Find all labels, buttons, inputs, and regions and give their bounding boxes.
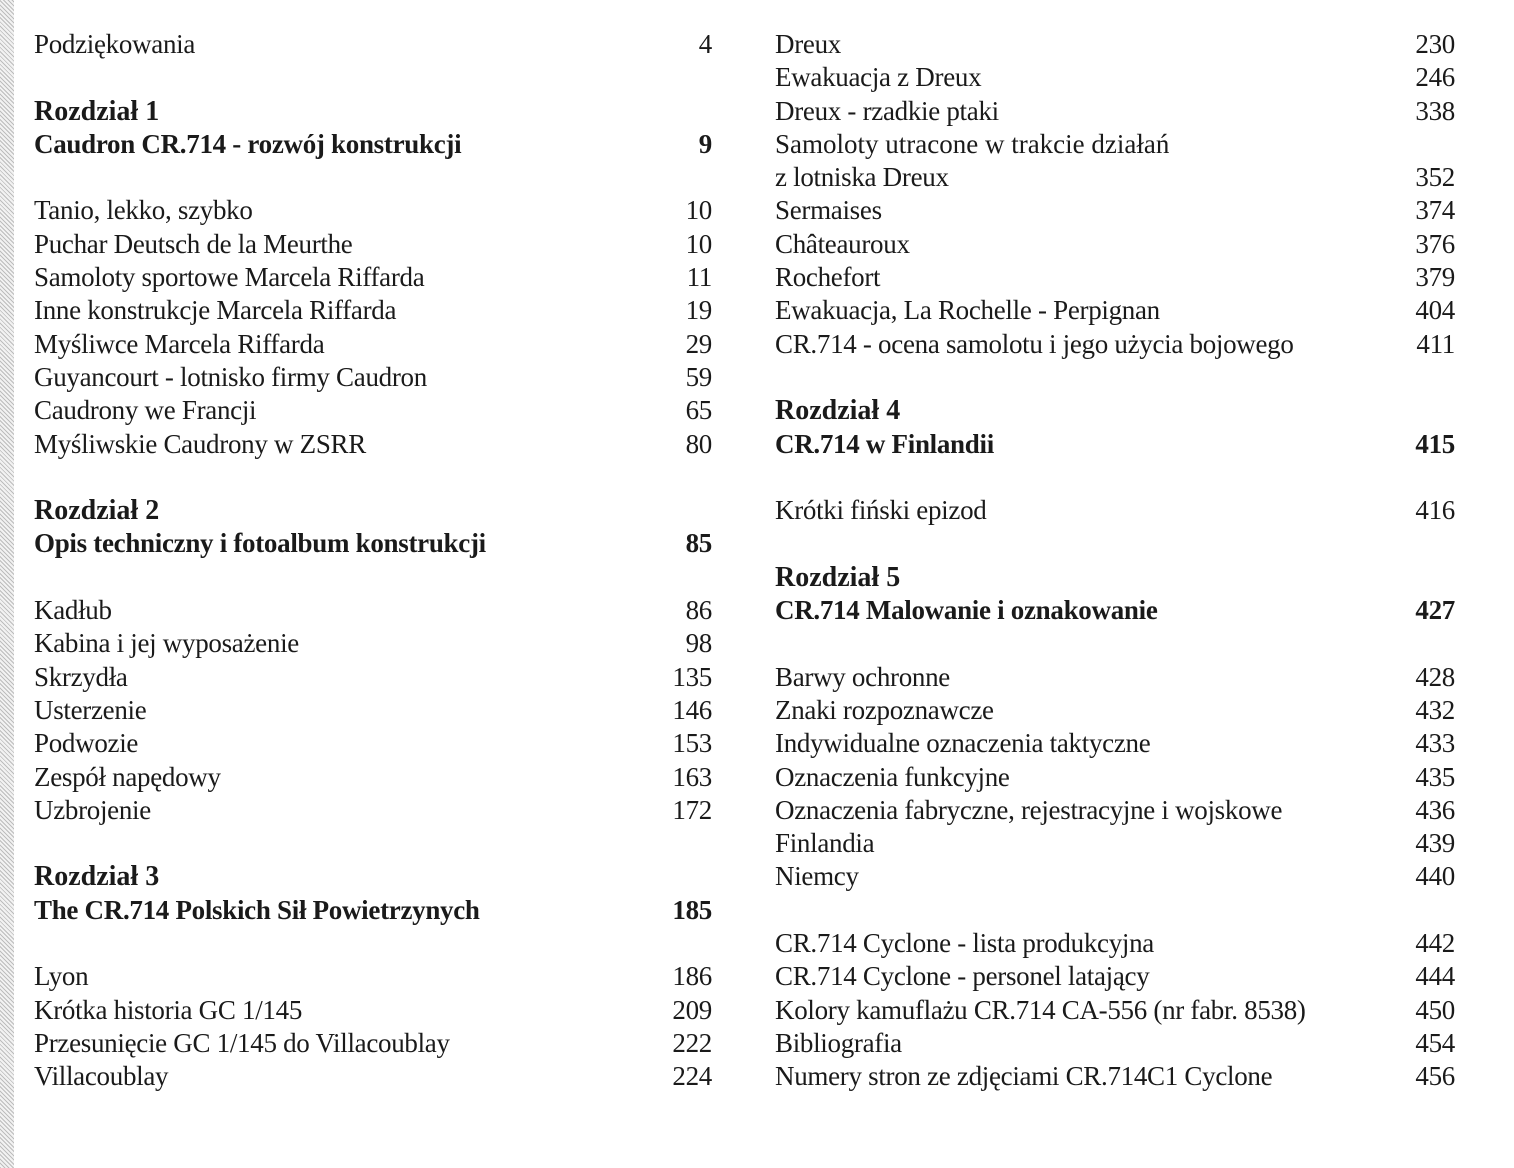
toc-entry[interactable] [34,361,712,394]
toc-entry[interactable] [34,228,712,261]
spacer [775,361,1455,394]
entry-title: Znaki rozpoznawcze [775,694,994,725]
chapter-page: 427 [1415,595,1455,626]
entry-title: Bibliografia [775,1027,902,1058]
toc-entry[interactable] [775,161,1455,194]
entry-title: Przesunięcie GC 1/145 do Villacoublay [34,1027,450,1058]
entry-title: Zespół napędowy [34,761,221,792]
entry-page: 11 [686,262,712,293]
entry-title: Krótki fiński epizod [775,495,987,526]
entry-page: 439 [1415,828,1455,859]
entry-title: CR.714 Cyclone - lista produkcyjna [775,928,1154,959]
toc-entry[interactable] [775,960,1455,993]
toc-entry[interactable] [34,261,712,294]
toc-entry[interactable] [775,194,1455,227]
entry-page: 135 [672,661,712,692]
chapter-label: Rozdział 3 [34,861,160,893]
toc-entry[interactable] [34,1060,712,1093]
entry-page: 4 [698,29,712,59]
chapter-title: CR.714 w Finlandii [775,428,994,459]
entry-title: Indywidualne oznaczenia taktyczne [775,728,1151,759]
entry-page: 163 [672,761,712,792]
entry-title: Tanio, lekko, szybko [34,195,253,226]
spacer [34,927,712,960]
entry-page: 374 [1415,195,1455,226]
entry-title: Oznaczenia funkcyjne [775,761,1010,792]
entry-page: 146 [672,694,712,725]
entry-page: 432 [1415,694,1455,725]
entry-page: 65 [685,395,712,426]
entry-title: CR.714 Cyclone - personel latający [775,961,1150,992]
entry-title: Guyancourt - lotnisko firmy Caudron [34,361,427,392]
spacer [775,461,1455,494]
entry-page: 209 [672,994,712,1025]
entry-page: 440 [1415,861,1455,892]
entry-title: Finlandia [775,828,875,859]
chapter-label: Rozdział 1 [34,95,160,127]
entry-title: Oznaczenia fabryczne, rejestracyjne i wojskowe [775,794,1283,825]
toc-right-column [775,28,1455,1094]
entry-title: Krótka historia GC 1/145 [34,994,303,1025]
toc-entry[interactable] [775,228,1455,261]
chapter-title-entry[interactable] [775,594,1455,627]
entry-page: 454 [1415,1027,1455,1058]
entry-title: Usterzenie [34,694,147,725]
toc-entry[interactable] [775,261,1455,294]
toc-entry[interactable] [775,727,1455,760]
scan-edge [0,0,14,1168]
spacer [775,894,1455,927]
entry-title-line[interactable]: Samoloty utracone w trakcie działań [775,128,1170,159]
entry-title: Myśliwce Marcela Riffarda [34,328,325,359]
toc-entry-acknowledgements[interactable] [34,28,712,61]
chapter-label: Rozdział 5 [775,561,901,593]
toc-entry[interactable] [34,594,712,627]
entry-title: Ewakuacja, La Rochelle - Perpignan [775,295,1160,326]
toc-entry[interactable] [775,761,1455,794]
spacer [34,561,712,594]
toc-entry[interactable] [34,1027,712,1060]
entry-title: CR.714 - ocena samolotu i jego użycia bojowego [775,328,1294,359]
entry-page: 186 [672,961,712,992]
entry-title: Niemcy [775,861,859,892]
entry-title: Samoloty sportowe Marcela Riffarda [34,262,425,293]
chapter-page: 85 [685,528,712,559]
entry-title: Rochefort [775,262,881,293]
toc-entry[interactable] [775,694,1455,727]
toc-entry[interactable] [775,328,1455,361]
toc-entry[interactable] [34,761,712,794]
entry-title: Dreux [775,29,841,59]
entry-title: Sermaises [775,195,882,226]
entry-title: Ewakuacja z Dreux [775,62,982,93]
chapter-title-entry[interactable] [34,527,712,560]
entry-page: 224 [672,1061,712,1092]
entry-title: Kabina i jej wyposażenie [34,628,299,659]
entry-page: 433 [1415,728,1455,759]
entry-page: 153 [672,728,712,759]
chapter-page: 9 [698,128,712,159]
toc-entry[interactable] [775,994,1455,1027]
toc-entry[interactable] [34,394,712,427]
spacer [775,527,1455,560]
toc-entry[interactable] [34,328,712,361]
entry-page: 450 [1415,994,1455,1025]
toc-entry[interactable] [34,194,712,227]
entry-page: 456 [1415,1061,1455,1092]
entry-page: 19 [685,295,712,326]
toc-entry[interactable] [775,1060,1455,1093]
toc-entry[interactable] [775,927,1455,960]
entry-title: Puchar Deutsch de la Meurthe [34,228,353,259]
chapter-label: Rozdział 2 [34,495,160,527]
entry-title: Inne konstrukcje Marcela Riffarda [34,295,397,326]
toc-entry[interactable] [34,794,712,827]
spacer [34,61,712,94]
entry-title: Villacoublay [34,1061,169,1092]
toc-left-column [34,28,712,1094]
spacer [34,827,712,860]
entry-page: 80 [685,428,712,459]
chapter-page: 415 [1415,428,1455,459]
entry-page: 98 [685,628,712,659]
toc-entry[interactable] [775,95,1455,128]
toc-entry[interactable] [34,960,712,993]
toc-entry[interactable] [34,661,712,694]
entry-title: Uzbrojenie [34,794,151,825]
chapter-title-entry[interactable] [775,428,1455,461]
entry-title: Dreux - rzadkie ptaki [775,95,999,126]
toc-entry[interactable] [775,494,1455,527]
entry-page: 352 [1415,162,1455,193]
toc-entry[interactable] [775,860,1455,893]
toc-entry[interactable] [775,28,1455,61]
entry-page: 338 [1415,95,1455,126]
entry-title: Lyon [34,961,89,992]
spacer [34,161,712,194]
entry-title: Kadłub [34,595,112,626]
toc-entry[interactable] [34,294,712,327]
toc-entry[interactable] [34,727,712,760]
entry-title: Barwy ochronne [775,661,950,692]
toc-entry[interactable] [775,794,1455,827]
entry-page: 404 [1415,295,1455,326]
toc-entry[interactable] [775,827,1455,860]
entry-page: 222 [672,1027,712,1058]
spacer [34,461,712,494]
entry-page: 230 [1415,29,1455,59]
chapter-page: 185 [672,894,712,925]
entry-title: Podwozie [34,728,139,759]
chapter-title: The CR.714 Polskich Sił Powietrzynych [34,894,480,925]
entry-page: 435 [1415,761,1455,792]
entry-title: Podziękowania [34,29,196,59]
entry-page: 10 [685,195,712,226]
toc-entry[interactable] [775,1027,1455,1060]
toc-entry[interactable] [34,627,712,660]
entry-page: 416 [1415,495,1455,526]
toc-entry[interactable] [775,294,1455,327]
entry-page: 59 [685,361,712,392]
entry-title: z lotniska Dreux [775,162,949,193]
entry-title: Myśliwskie Caudrony w ZSRR [34,428,366,459]
entry-page: 376 [1415,228,1455,259]
toc-entry[interactable] [34,694,712,727]
entry-page: 379 [1415,262,1455,293]
entry-page: 86 [685,595,712,626]
entry-page: 246 [1415,62,1455,93]
chapter-title: Opis techniczny i fotoalbum konstrukcji [34,528,486,559]
chapter-title-entry[interactable] [34,894,712,927]
entry-title: Châteauroux [775,228,910,259]
entry-page: 428 [1415,661,1455,692]
entry-page: 29 [685,328,712,359]
toc-entry[interactable] [34,994,712,1027]
chapter-title: Caudron CR.714 - rozwój konstrukcji [34,128,462,159]
toc-entry[interactable] [34,428,712,461]
chapter-title: CR.714 Malowanie i oznakowanie [775,595,1158,626]
toc-entry[interactable] [775,61,1455,94]
entry-page: 444 [1415,961,1455,992]
toc-entry[interactable] [775,661,1455,694]
entry-title: Caudrony we Francji [34,395,257,426]
chapter-title-entry[interactable] [34,128,712,161]
entry-title: Kolory kamuflażu CR.714 CA-556 (nr fabr. 8538) [775,994,1306,1025]
entry-title: Skrzydła [34,661,128,692]
entry-page: 172 [672,794,712,825]
chapter-label: Rozdział 4 [775,395,901,427]
spacer [775,627,1455,660]
entry-page: 436 [1415,794,1455,825]
entry-page: 411 [1416,328,1455,359]
entry-page: 442 [1415,928,1455,959]
entry-page: 10 [685,228,712,259]
entry-title: Numery stron ze zdjęciami CR.714C1 Cyclone [775,1061,1273,1092]
